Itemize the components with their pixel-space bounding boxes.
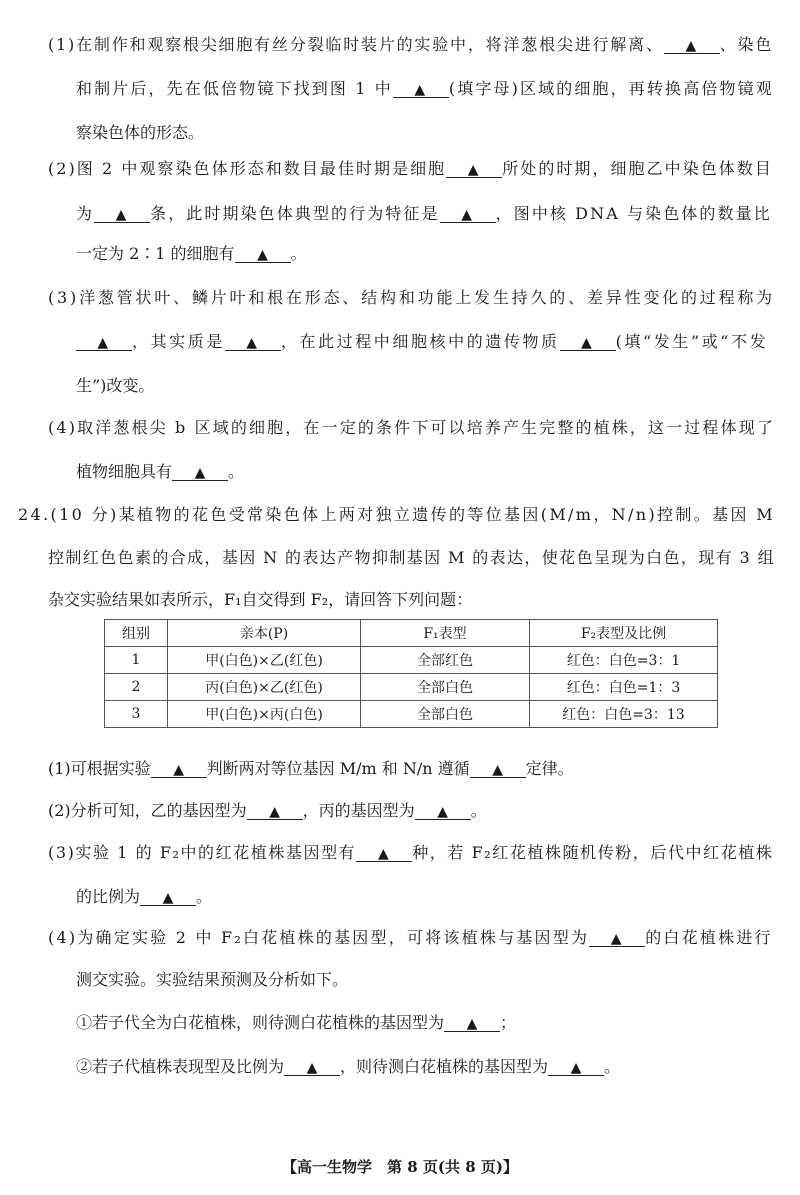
table-row	[105, 674, 718, 701]
answer-blank	[444, 1015, 500, 1032]
triangle-icon: ▲	[492, 762, 504, 778]
text-segment: (4)为确定实验 2 中 F₂白花植株的基因型，可将该植株与基因型为	[48, 928, 590, 947]
text-line	[48, 803, 487, 820]
text-segment: (2)分析可知，乙的基因型为	[48, 801, 247, 820]
text-segment: 测交实验。实验结果预测及分析如下。	[76, 970, 349, 989]
text-segment: ，在此过程中细胞核中的遗传物质	[280, 332, 560, 351]
text-segment: 生”)改变。	[76, 376, 155, 395]
text-line	[48, 930, 773, 947]
text-segment: 种，若 F₂红花植株随机传粉，后代中红花植株	[412, 843, 774, 862]
triangle-icon: ▲	[246, 335, 260, 351]
answer-blank	[235, 246, 291, 263]
table-cell: 全部白色	[361, 674, 530, 701]
text-segment: (1)可根据实验	[48, 759, 151, 778]
text-line	[76, 889, 212, 906]
table-cell: 3	[105, 701, 168, 728]
text-line	[48, 290, 775, 306]
text-segment: 的白花植株进行	[645, 928, 773, 947]
answer-blank	[664, 37, 720, 54]
text-line	[76, 334, 768, 351]
text-segment: 察染色体的形态。	[76, 123, 205, 142]
answer-blank	[589, 930, 645, 947]
text-segment: 。	[470, 801, 487, 820]
text-line	[76, 378, 154, 394]
text-segment: 判断两对等位基因 M/m 和 N/n 遵循	[206, 759, 470, 778]
text-segment: ②若子代植株表现型及比例为	[76, 1057, 285, 1076]
text-segment: (填“发生”或“不发	[615, 332, 769, 351]
text-line	[76, 1015, 516, 1032]
text-segment: 植物细胞具有	[76, 462, 173, 481]
text-segment: 控制红色色素的合成，基因 N 的表达产物抑制基因 M 的表达，使花色呈现为白色，现有 3 组	[48, 548, 775, 567]
table-row	[105, 701, 718, 728]
triangle-icon: ▲	[378, 846, 391, 862]
triangle-icon: ▲	[461, 207, 475, 223]
triangle-icon: ▲	[306, 1060, 318, 1076]
text-segment: 。	[604, 1057, 621, 1076]
text-segment: 。	[228, 462, 245, 481]
text-segment: 条，此时期染色体典型的行为特征是	[150, 204, 440, 223]
text-segment: ，丙的基因型为	[302, 801, 415, 820]
triangle-icon: ▲	[115, 207, 129, 223]
answer-blank	[140, 889, 196, 906]
table-cell: 甲(白色)×丙(白色)	[168, 701, 361, 728]
table-cell: 全部白色	[361, 701, 530, 728]
triangle-icon: ▲	[685, 38, 699, 54]
answer-blank	[440, 206, 496, 223]
answer-blank	[76, 334, 132, 351]
text-segment: 和制片后，先在低倍物镜下找到图 1 中	[76, 79, 393, 98]
answer-blank	[393, 81, 449, 98]
text-segment: ；	[500, 1013, 517, 1032]
table-header-row	[105, 620, 718, 647]
text-segment: 杂交实验结果如表所示，F₁自交得到 F₂，请回答下列问题：	[48, 590, 473, 609]
text-segment: 所处的时期，细胞乙中染色体数目	[502, 159, 773, 178]
cross-results-table	[104, 619, 718, 728]
text-segment: ，图中核 DNA 与染色体的数量比	[495, 204, 772, 223]
text-line	[48, 845, 773, 862]
triangle-icon: ▲	[580, 335, 595, 351]
triangle-icon: ▲	[466, 1016, 478, 1032]
text-segment: ①若子代全为白花植株，则待测白花植株的基因型为	[76, 1013, 445, 1032]
table-cell: 红色：白色=3：1	[530, 647, 718, 674]
triangle-icon: ▲	[269, 804, 281, 820]
text-line	[76, 206, 772, 223]
text-segment: (填字母)区域的细胞，再转换高倍物镜观	[448, 79, 774, 98]
text-line	[48, 761, 574, 778]
text-line	[18, 507, 775, 523]
text-segment: 的比例为	[76, 887, 141, 906]
text-segment: 、染色	[719, 35, 774, 54]
triangle-icon: ▲	[414, 82, 428, 98]
answer-blank	[415, 803, 471, 820]
text-line	[48, 550, 775, 566]
triangle-icon: ▲	[437, 804, 449, 820]
table-cell: 红色：白色=1：3	[530, 674, 718, 701]
text-segment: 24.(10 分)某植物的花色受常染色体上两对独立遗传的等位基因(M/m，N/n)控制。基因 M	[18, 505, 775, 524]
triangle-icon: ▲	[570, 1060, 582, 1076]
text-line	[48, 592, 472, 608]
text-line	[76, 246, 307, 263]
table-cell: 红色：白色=3：13	[530, 701, 718, 728]
text-segment: (3)实验 1 的 F₂中的红花植株基因型有	[48, 843, 357, 862]
text-segment: (1)在制作和观察根尖细胞有丝分裂临时装片的实验中，将洋葱根尖进行解离、	[48, 35, 664, 54]
text-segment: ，其实质是	[132, 332, 225, 351]
table-cell: 甲(白色)×乙(红色)	[168, 647, 361, 674]
answer-blank	[225, 334, 281, 351]
table-cell: 全部红色	[361, 647, 530, 674]
text-line	[48, 161, 773, 178]
table-cell: 1	[105, 647, 168, 674]
answer-blank	[548, 1059, 604, 1076]
answer-blank	[284, 1059, 340, 1076]
answer-blank	[446, 161, 502, 178]
text-line	[76, 81, 774, 98]
text-segment: 一定为 2∶1 的细胞有	[76, 244, 235, 263]
text-segment: 。	[290, 244, 307, 263]
text-segment: 定律。	[525, 759, 574, 778]
triangle-icon: ▲	[173, 762, 185, 778]
text-line	[76, 1059, 620, 1076]
answer-blank	[356, 845, 412, 862]
text-line	[76, 972, 348, 988]
triangle-icon: ▲	[194, 465, 206, 481]
text-segment: (2)图 2 中观察染色体形态和数目最佳时期是细胞	[48, 159, 447, 178]
table-cell: 2	[105, 674, 168, 701]
text-line	[76, 464, 244, 481]
triangle-icon: ▲	[257, 247, 268, 263]
text-segment: (4)取洋葱根尖 b 区域的细胞，在一定的条件下可以培养产生完整的植株，这一过程体现了	[48, 418, 775, 437]
triangle-icon: ▲	[162, 890, 174, 906]
answer-blank	[470, 761, 526, 778]
answer-blank	[94, 206, 150, 223]
col-header-f1: F₁表型	[361, 620, 530, 647]
text-line	[48, 37, 773, 54]
text-segment: 为	[76, 204, 95, 223]
col-header-group: 组别	[105, 620, 168, 647]
col-header-parents: 亲本(P)	[168, 620, 361, 647]
answer-blank	[151, 761, 207, 778]
triangle-icon: ▲	[610, 931, 624, 947]
table-cell: 丙(白色)×乙(红色)	[168, 674, 361, 701]
answer-blank	[247, 803, 303, 820]
text-segment: ，则待测白花植株的基因型为	[340, 1057, 549, 1076]
text-segment: 。	[196, 887, 213, 906]
text-line	[76, 125, 204, 141]
text-line	[48, 420, 775, 436]
text-segment: (3)洋葱管状叶、鳞片叶和根在形态、结构和功能上发生持久的、差异性变化的过程称为	[48, 288, 775, 307]
answer-blank	[560, 334, 616, 351]
page-footer: 【高一生物学 第 8 页(共 8 页)】	[282, 1158, 518, 1176]
answer-blank	[172, 464, 228, 481]
col-header-f2: F₂表型及比例	[530, 620, 718, 647]
triangle-icon: ▲	[467, 162, 481, 178]
triangle-icon: ▲	[97, 335, 111, 351]
table-row	[105, 647, 718, 674]
